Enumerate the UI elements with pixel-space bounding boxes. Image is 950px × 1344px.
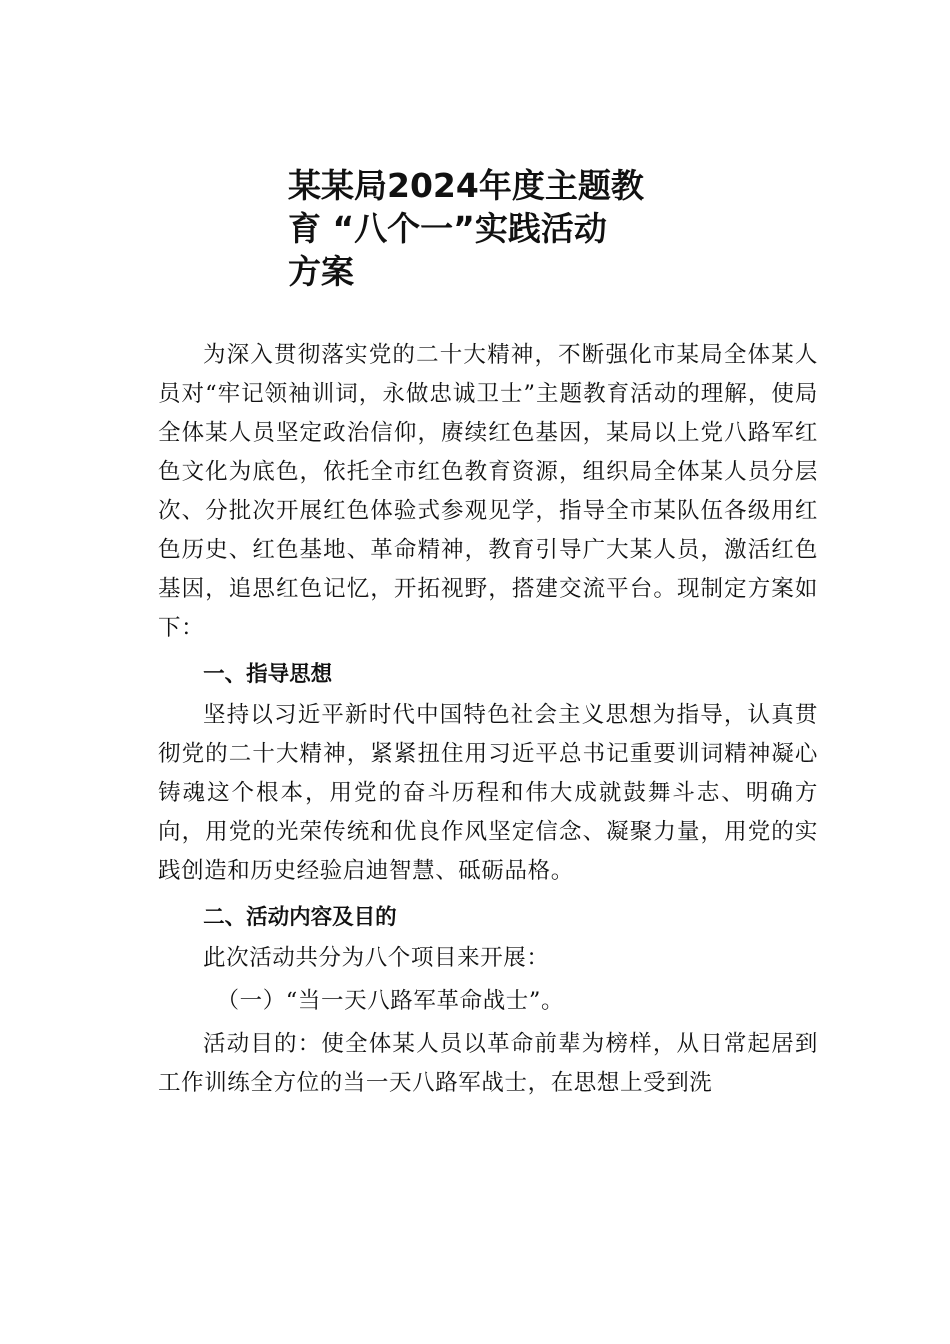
activity-content-paragraph: 此次活动共分为八个项目来开展： xyxy=(203,945,550,971)
guiding-ideology-paragraph: 坚持以习近平新时代中国特色社会主义思想为指导，认真贯彻党的二十大精神，紧紧扭住用习近平总书记重要训词精神凝心铸魂这个根本，用党的奋斗历程和伟大成就鼓舞斗志、明确方向，用党的光荣传统和优良作风坚定信念、凝聚力量，用党的实践创造和历史经验启迪智慧、砥砺品格。 xyxy=(158,702,818,884)
title-line-2: 育 “八个一”实践活动 xyxy=(288,209,607,248)
document-title xyxy=(288,164,688,293)
intro-paragraph: 为深入贯彻落实党的二十大精神，不断强化市某局全体某人员对“牢记领袖训词，永做忠诚卫士”主题教育活动的理解，使局全体某人员坚定政治信仰，赓续红色基因，某局以上党八路军红色文化为底色，依托全市红色教育资源，组织局全体某人员分层次、分批次开展红色体验式参观见学，指导全市某队伍各级用红色历史、红色基地、革命精神，教育引导广大某人员，激活红色基因，追思红色记忆，开拓视野，搭建交流平台。现制定方案如下： xyxy=(158,342,818,641)
section-heading-guiding-ideology: 一、指导思想 xyxy=(203,662,333,687)
item-1-title: （一）“当一天八路军革命战士”。 xyxy=(216,988,565,1014)
section-heading-activity-content: 二、活动内容及目的 xyxy=(203,905,397,930)
item-1-purpose-paragraph: 活动目的：使全体某人员以革命前辈为榜样，从日常起居到工作训练全方位的当一天八路军战士，在思想上受到洗 xyxy=(158,1031,818,1096)
document-body xyxy=(158,336,818,1103)
title-line-1: 某某局2024年度主题教 xyxy=(288,166,644,205)
title-line-3: 方案 xyxy=(288,252,354,291)
